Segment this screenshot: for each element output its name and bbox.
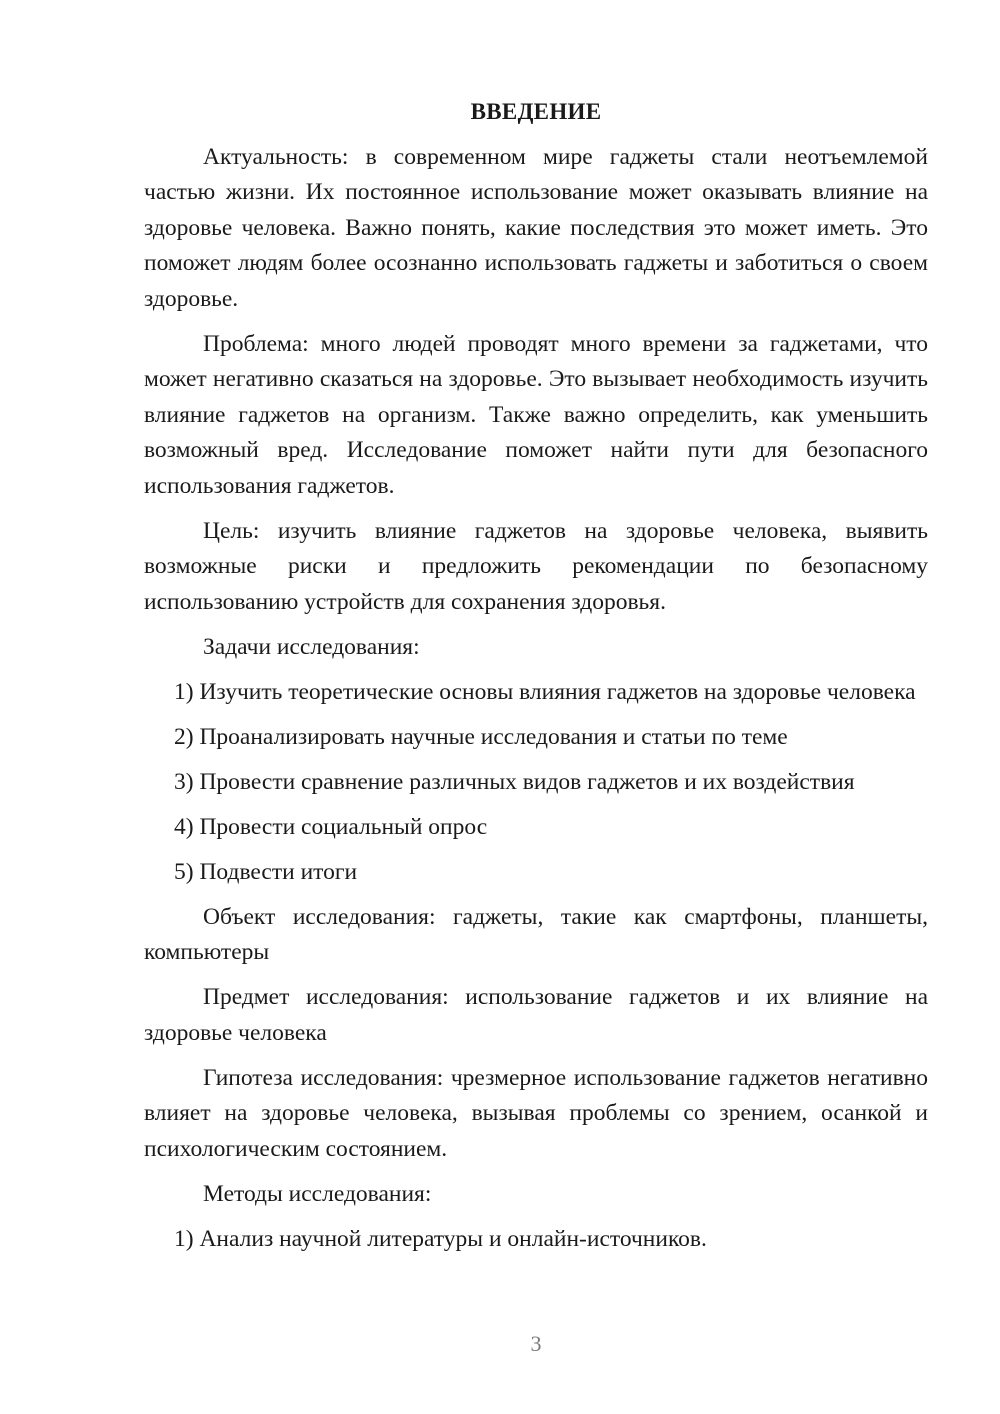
tasks-heading: Задачи исследования: [203,633,420,660]
task-item-5: 5) Подвести итоги [174,858,358,885]
paragraph-subject: Предмет исследования: использование гаджетов и их влияние на здоровье человека [144,984,928,1046]
task-item-4: 4) Провести социальный опрос [174,813,488,840]
paragraph-goal: Цель: изучить влияние гаджетов на здоровье человека, выявить возможные риски и предложить рекомендации по безопасному использованию устройств для сохранения здоровья. [144,517,928,615]
task-item-1: 1) Изучить теоретические основы влияния гаджетов на здоровье человека [174,678,916,705]
method-item-1: 1) Анализ научной литературы и онлайн-источников. [174,1225,707,1252]
task-item-2: 2) Проанализировать научные исследования и статьи по теме [174,723,788,750]
paragraph-problem: Проблема: много людей проводят много времени за гаджетами, что может негативно сказаться на здоровье. Это вызывает необходимость изучить влияние гаджетов на организм. Также важно определить, как уменьшить возможный вред. Исследование поможет найти пути для безопасного использования гаджетов. [144,330,928,499]
paragraph-hypothesis: Гипотеза исследования: чрезмерное использование гаджетов негативно влияет на здоровье человека, вызывая проблемы со зрением, осанкой и психологическим состоянием. [144,1064,928,1162]
paragraph-object: Объект исследования: гаджеты, такие как смартфоны, планшеты, компьютеры [144,903,928,965]
task-item-3: 3) Провести сравнение различных видов гаджетов и их воздействия [174,768,855,795]
section-title: ВВЕДЕНИЕ [470,99,602,124]
paragraph-relevance: Актуальность: в современном мире гаджеты стали неотъемлемой частью жизни. Их постоянное использование может оказывать влияние на здоровье человека. Важно понять, какие последствия это может иметь. Это поможет людям более осознанно использовать гаджеты и заботиться о своем здоровье. [144,143,928,312]
page-number: 3 [530,1331,542,1356]
document-page [144,94,928,1267]
methods-heading: Методы исследования: [203,1180,432,1207]
